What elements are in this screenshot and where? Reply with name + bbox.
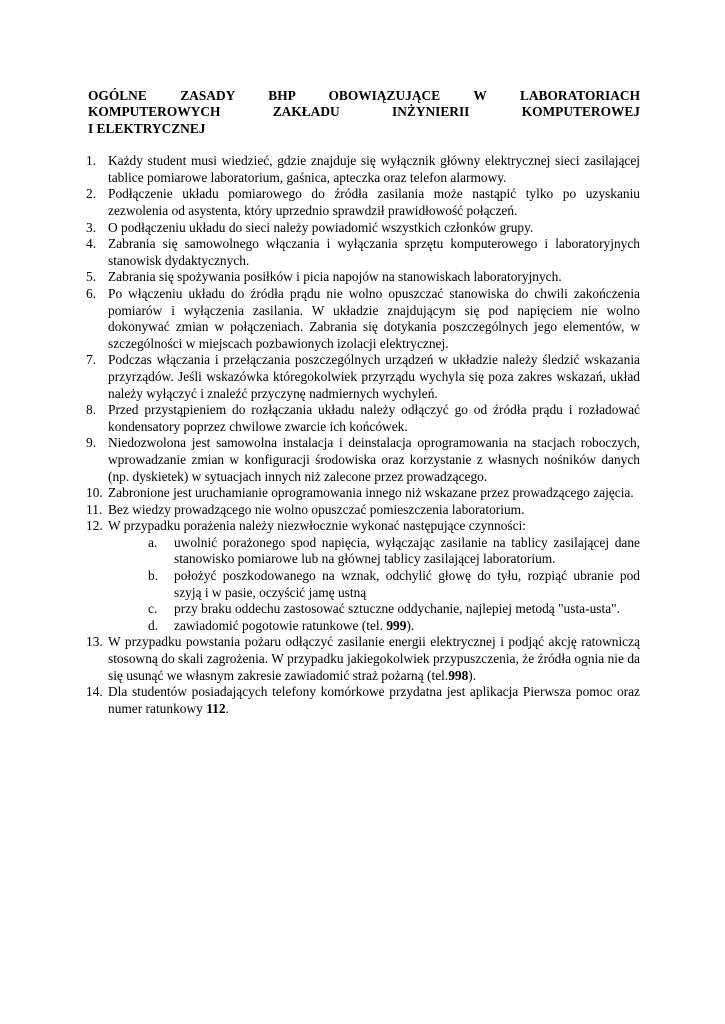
item-text-after: . (225, 700, 229, 716)
document-page (88, 88, 640, 717)
title-line-2: KOMPUTEROWYCH ZAKŁADU INŻYNIERII KOMPUTEROWEJ (88, 104, 640, 120)
sub-item-text-before: zawiadomić pogotowie ratunkowe (tel. (174, 617, 387, 633)
item-text-before: Dla studentów posiadających telefony komórkowe przydatna jest aplikacja Pierwsza pomoc oraz numer ratunkowy (108, 684, 640, 716)
item-number: 4. (86, 236, 97, 252)
list-item (88, 518, 640, 634)
list-item (88, 352, 640, 402)
fire-number: 998 (448, 667, 469, 683)
item-number: 1. (86, 153, 97, 169)
list-item (88, 220, 640, 237)
title-line-3: I ELEKTRYCZNEJ (88, 120, 206, 136)
sub-item-text: położyć poszkodowanego na wznak, odchylić głowę do tyłu, rozpiąć ubranie pod szyją i w pasie, oczyścić jamę ustną (174, 568, 640, 600)
item-text: Podczas włączania i przełączania poszczególnych urządzeń w układzie należy śledzić wskazania przyrządów. Jeśli wskazówka któregokolwiek przyrządu wychyla się poza zakres wskazań, układ należy wyłączyć i znaleźć przyczynę nadmiernych wychyleń. (108, 352, 640, 401)
list-item (88, 502, 640, 519)
list-item (88, 153, 640, 186)
item-text: Bez wiedzy prowadzącego nie wolno opuszczać pomieszczenia laboratorium. (108, 501, 525, 517)
item-number: 5. (86, 269, 97, 285)
item-number: 11. (86, 501, 103, 517)
sub-list (108, 535, 640, 635)
title-line-1: OGÓLNE ZASADY BHP OBOWIĄZUJĄCE W LABORATORIACH (88, 88, 640, 103)
list-item (88, 286, 640, 352)
list-item (88, 186, 640, 219)
sub-item-letter: b. (148, 568, 159, 584)
item-number: 6. (86, 285, 97, 301)
item-number: 10. (86, 485, 103, 501)
item-number: 3. (86, 219, 97, 235)
list-item (88, 269, 640, 286)
item-text-after: ). (468, 667, 477, 683)
item-text: W przypadku porażenia należy niezwłocznie wykonać następujące czynności: (108, 518, 527, 534)
item-text: Po włączeniu układu do źródła prądu nie wolno opuszczać stanowiska do chwili zakończenia pomiarów i wyłączenia zasilania. W układzie znajdującym się pod napięciem nie wolno dokonywać zmian w połączeniach. Zabrania się dotykania poszczególnych jego elementów, w szczególności w miejscach pozbawionych izolacji elektrycznej. (108, 285, 640, 351)
item-number: 8. (86, 402, 97, 418)
item-number: 12. (86, 518, 103, 534)
item-number: 7. (86, 352, 97, 368)
sub-item-text-after: ). (406, 617, 415, 633)
list-item (88, 684, 640, 717)
sub-list-item (148, 534, 640, 568)
item-number: 13. (86, 634, 103, 650)
item-text: Niedozwolona jest samowolna instalacja i deinstalacja oprogramowania na stacjach roboczych, wprowadzanie zmian w konfiguracji środowiska oraz korzystanie z własnych nośników danych (np. dyskietek) w sytuacjach innych niż zalecone przez prowadzącego. (108, 435, 640, 484)
sub-item-letter: d. (148, 617, 159, 633)
item-text: Przed przystąpieniem do rozłączania układu należy odłączyć go od źródła prądu i rozładować kondensatory poprzez chwilowe zwarcie ich końcówek. (108, 402, 640, 434)
list-item (88, 485, 640, 502)
list-item (88, 435, 640, 485)
item-text-before: W przypadku powstania pożaru odłączyć zasilanie energii elektrycznej i podjąć akcję ratowniczą stosowną do skali zagrożenia. W przypadku jakiegokolwiek przypuszczenia, że źródła ognia nie da się usunąć we własnym zakresie zawiadomić straż pożarną (tel. (108, 634, 640, 683)
item-number: 14. (86, 684, 103, 700)
sub-list-item (148, 601, 640, 618)
item-text: Zabrania się spożywania posiłków i picia napojów na stanowiskach laboratoryjnych. (108, 269, 562, 285)
rescue-number: 112 (206, 700, 226, 716)
item-text: Podłączenie układu pomiarowego do źródła zasilania może nastąpić tylko po uzyskaniu zezwolenia od asystenta, który uprzednio sprawdził prawidłowość połączeń. (108, 186, 640, 218)
document-title (88, 88, 640, 137)
item-number: 9. (86, 435, 97, 451)
list-item (88, 402, 640, 435)
item-text: O podłączeniu układu do sieci należy powiadomić wszystkich członków grupy. (108, 219, 534, 235)
item-text: Każdy student musi wiedzieć, gdzie znajduje się wyłącznik główny elektrycznej sieci zasilającej tablice pomiarowe laboratorium, gaśnica, apteczka oraz telefon alarmowy. (108, 153, 640, 185)
sub-item-text: przy braku oddechu zastosować sztuczne oddychanie, najlepiej metodą "usta-usta". (174, 601, 620, 617)
sub-item-text: uwolnić porażonego spod napięcia, wyłączając zasilanie na tablicy zasilającej dane stanowisko pomiarowe lub na głównej tablicy zasilającej laboratorium. (174, 534, 640, 567)
item-text: Zabrania się samowolnego włączania i wyłączania sprzętu komputerowego i laboratoryjnych stanowisk dydaktycznych. (108, 236, 640, 268)
sub-list-item (148, 568, 640, 601)
sub-item-letter: a. (148, 534, 158, 550)
item-text: Zabronione jest uruchamianie oprogramowania innego niż wskazane przez prowadzącego zajęcia. (108, 485, 634, 501)
emergency-number: 999 (386, 617, 407, 633)
list-item (88, 236, 640, 269)
list-item (88, 634, 640, 684)
sub-list-item (148, 617, 640, 635)
sub-item-letter: c. (148, 601, 158, 617)
rules-list (88, 153, 640, 717)
item-number: 2. (86, 186, 97, 202)
